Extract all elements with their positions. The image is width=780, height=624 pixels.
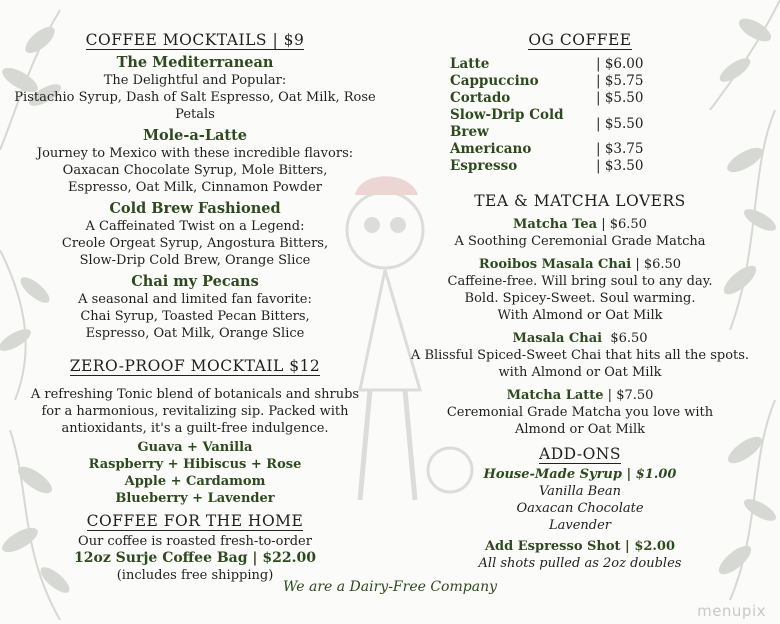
tea-desc: Ceremonial Grade Matcha you love with [446,405,714,420]
item-desc: Journey to Mexico with these incredible flavors: [36,146,354,161]
tea-name: Masala Chai [512,331,603,346]
left-column [0,30,390,584]
addon-syrup: House-Made Syrup | $1.00 [483,467,677,482]
item-name-mole-a-latte: Mole-a-Latte [142,127,248,144]
tea-desc: Caffeine-free. Will bring soul to any day. [447,274,713,289]
section-title-og-coffee: OG COFFEE [528,31,632,49]
table-row [450,158,644,175]
flavor-option: Apple + Cardamom [124,474,266,489]
footer-dairy-free: We are a Dairy-Free Company [282,579,497,595]
syrup-option: Lavender [548,518,612,533]
coffee-name: Cappuccino [450,73,539,89]
menupix-watermark: menupix [697,602,766,620]
item-name-mediterranean: The Mediterranean [116,54,274,71]
section-title-coffee-home: COFFEE FOR THE HOME [86,512,304,530]
item-desc: Pistachio Syrup, Dash of Salt Espresso, Oat Milk, Rose Petals [14,90,376,122]
menu-item [380,387,780,438]
coffee-name: Cortado [450,90,511,106]
coffee-home-line: Our coffee is roasted fresh-to-order [78,534,312,549]
addon-espresso-shot: Add Espresso Shot | $2.00 [484,539,676,554]
menu-item [0,127,390,196]
coffee-price: | $6.00 [596,56,644,72]
shot-note: All shots pulled as 2oz doubles [478,556,682,571]
item-desc: Espresso, Oat Milk, Cinnamon Powder [67,180,323,195]
tea-price: | $7.50 [603,388,654,403]
section-title-tea-matcha: TEA & MATCHA LOVERS [474,192,686,210]
tea-price: | $6.50 [597,217,647,232]
menu-item [0,54,390,123]
coffee-name: Espresso [450,158,518,174]
menu-item [380,256,780,324]
syrup-option: Oaxacan Chocolate [516,501,644,516]
item-name-cold-brew-fashioned: Cold Brew Fashioned [109,200,281,217]
tea-name: Matcha Tea [513,217,598,232]
item-desc: Espresso, Oat Milk, Orange Slice [85,326,305,341]
tea-desc: A Soothing Ceremonial Grade Matcha [454,234,706,249]
coffee-name: Latte [450,56,490,72]
table-row [450,90,644,107]
menu-item [380,330,780,381]
coffee-bag-product: 12oz Surje Coffee Bag | $22.00 [74,550,316,566]
section-title-zero-proof: ZERO-PROOF MOCKTAIL $12 [69,357,321,375]
item-name-chai-my-pecans: Chai my Pecans [131,273,259,290]
tea-desc: Almond or Oat Milk [515,422,645,437]
zero-proof-desc: antioxidants, it's a guilt-free indulgence. [61,421,329,436]
coffee-name: Americano [450,141,532,157]
og-coffee-table [450,56,644,175]
coffee-price: | $5.50 [596,115,644,132]
flavor-option: Blueberry + Lavender [115,491,275,506]
tea-name: Rooibos Masala Chai [478,257,632,272]
tea-desc: With Almond or Oat Milk [497,308,663,323]
zero-proof-desc: for a harmonious, revitalizing sip. Packed with [41,404,349,419]
syrup-option: Vanilla Bean [538,484,622,499]
tea-desc: A Blissful Spiced-Sweet Chai that hits all the spots. [410,348,750,363]
menu-item [0,273,390,342]
section-title-addons: ADD-ONS [539,445,621,463]
tea-price: $6.50 [602,331,648,346]
coffee-price: | $5.75 [596,73,644,89]
table-row [450,107,644,141]
item-desc: The Delightful and Popular: [103,73,287,88]
item-desc: A seasonal and limited fan favorite: [78,292,312,307]
item-desc: Chai Syrup, Toasted Pecan Bitters, [80,309,310,324]
menu-item [380,216,780,250]
tea-name: Matcha Latte [506,388,604,403]
coffee-home-note: (includes free shipping) [116,568,274,583]
zero-proof-desc: A refreshing Tonic blend of botanicals and shrubs [30,387,360,402]
table-row [450,73,644,90]
item-desc: Slow-Drip Cold Brew, Orange Slice [79,253,311,268]
item-desc: A Caffeinated Twist on a Legend: [85,219,305,234]
table-row [450,56,644,73]
coffee-name: Slow-Drip Cold Brew [450,107,564,140]
tea-desc: with Almond or Oat Milk [498,365,662,380]
item-desc: Creole Orgeat Syrup, Angostura Bitters, [61,236,329,251]
section-title-coffee-mocktails: COFFEE MOCKTAILS | $9 [85,31,305,49]
tea-price: | $6.50 [631,257,682,272]
right-column [380,30,780,572]
tea-desc: Bold. Spicey-Sweet. Soul warming. [464,291,696,306]
coffee-price: | $5.50 [596,90,644,106]
table-row [450,141,644,158]
coffee-price: | $3.75 [596,141,644,157]
coffee-price: | $3.50 [596,158,644,174]
menu-item [0,200,390,269]
item-desc: Oaxacan Chocolate Syrup, Mole Bitters, [62,163,328,178]
flavor-option: Guava + Vanilla [137,440,253,455]
flavor-option: Raspberry + Hibiscus + Rose [88,457,302,472]
